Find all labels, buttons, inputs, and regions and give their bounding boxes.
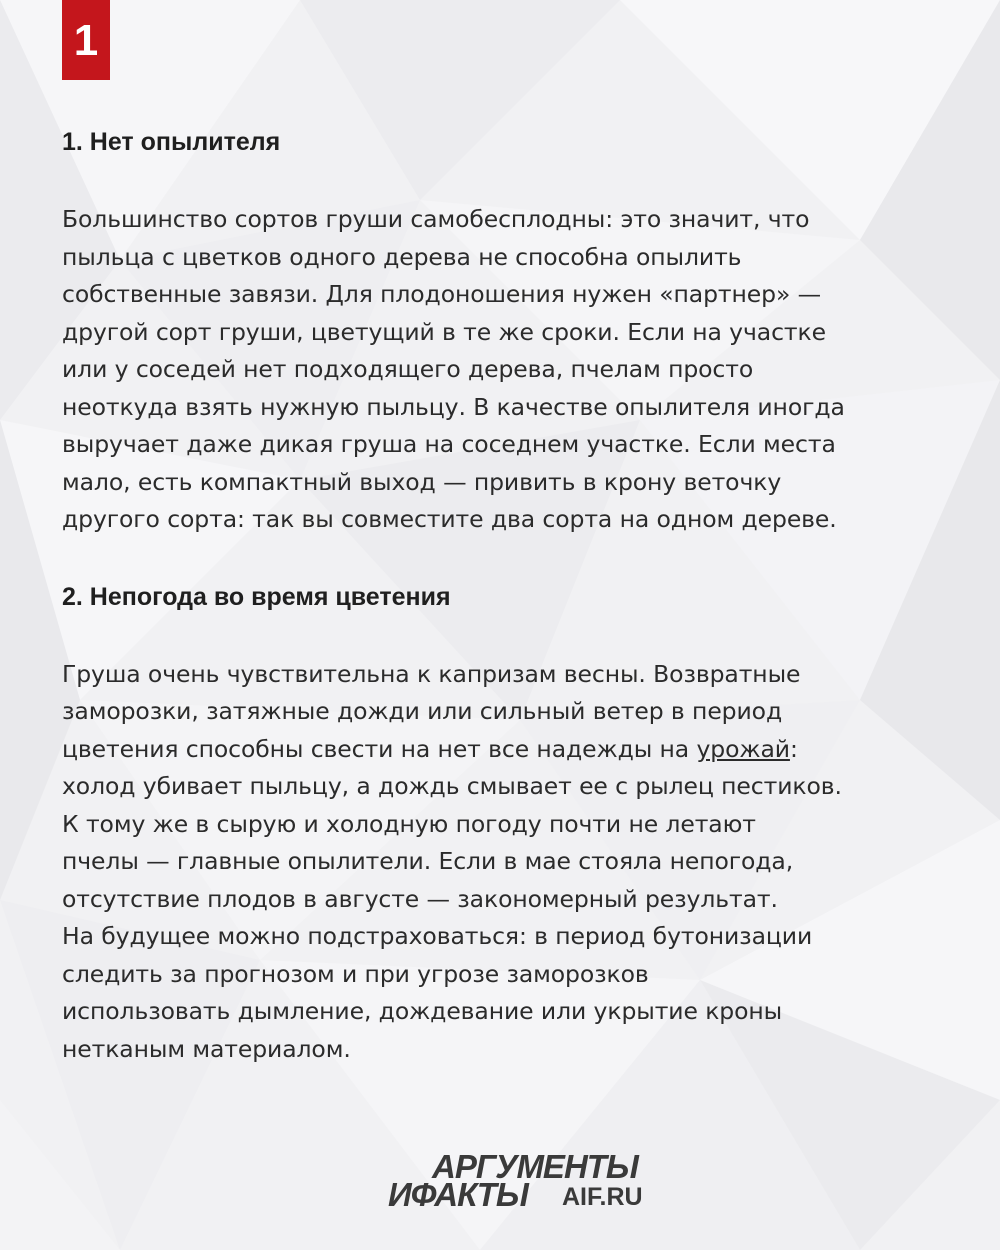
text-line-with-link xyxy=(62,731,962,769)
text-line: На будущее можно подстраховаться: в период бутонизации xyxy=(62,922,813,950)
text-line: отсутствие плодов в августе — закономерный результат. xyxy=(62,884,778,913)
text-line: Большинство сортов груши самобесплодны: это значит, что xyxy=(62,205,810,233)
section-text-bad-weather xyxy=(62,656,962,1069)
text-line: К тому же в сырую и холодную погоду почти не летают xyxy=(62,809,756,838)
text-line: выручает даже дикая груша на соседнем участке. Если места xyxy=(62,430,836,458)
section-heading-no-pollinator: 1. Нет опылителя xyxy=(62,128,281,156)
text-fragment: : xyxy=(789,734,798,763)
text-line: другого сорта: так вы совместите два сорта на одном дереве. xyxy=(62,505,837,533)
section-text-no-pollinator xyxy=(62,201,962,539)
text-line: Груша очень чувствительна к капризам весны. Возвратные xyxy=(62,659,801,688)
text-line: или у соседей нет подходящего дерева, пчелам просто xyxy=(62,355,754,383)
text-line: неоткуда взять нужную пыльцу. В качестве опылителя иногда xyxy=(62,392,845,421)
section-heading-bad-weather: 2. Непогода во время цветения xyxy=(62,582,451,611)
page-number-badge: 1 xyxy=(62,0,110,80)
text-line: холод убивает пыльцу, а дождь смывает ее с рылец пестиков. xyxy=(62,772,842,800)
logo-domain: AIF.RU xyxy=(562,1183,643,1211)
text-line: нетканым материалом. xyxy=(62,1034,351,1063)
text-line: собственные завязи. Для плодоношения нужен «партнер» — xyxy=(62,280,822,308)
logo-text-line1: АРГУМЕНТЫ xyxy=(432,1148,638,1185)
text-fragment: цветения способны свести на нет все надежды на xyxy=(62,734,697,763)
logo-text-line2: ИФАКТЫ xyxy=(388,1176,528,1213)
aif-logo xyxy=(388,1150,658,1214)
text-line: следить за прогнозом и при угрозе заморозков xyxy=(62,959,649,988)
text-line: пчелы — главные опылители. Если в мае стояла непогода, xyxy=(62,847,794,875)
text-line: заморозки, затяжные дожди или сильный ветер в период xyxy=(62,697,783,725)
harvest-link[interactable]: урожай xyxy=(696,734,790,763)
text-line: мало, есть компактный выход — привить в крону веточку xyxy=(62,467,782,496)
text-line: использовать дымление, дождевание или укрытие кроны xyxy=(62,997,783,1025)
article-content xyxy=(62,124,962,1068)
text-line: пыльца с цветков одного дерева не способна опылить xyxy=(62,242,742,271)
text-line: другой сорт груши, цветущий в те же сроки. Если на участке xyxy=(62,317,826,346)
